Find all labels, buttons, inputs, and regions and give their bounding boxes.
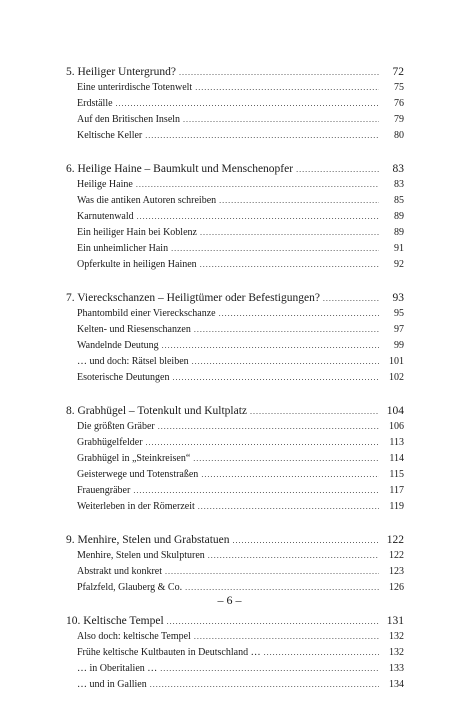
dot-leader <box>183 112 379 128</box>
toc-chapter-heading <box>66 64 404 80</box>
toc-chapter-heading <box>66 403 404 419</box>
dot-leader <box>201 467 379 483</box>
toc-entry-page: 99 <box>394 340 404 351</box>
dot-leader <box>158 419 379 435</box>
toc-entry-title: Abstrakt und konkret <box>77 566 162 577</box>
dot-leader <box>200 257 379 273</box>
dot-leader <box>160 661 379 677</box>
toc-entry <box>66 645 404 661</box>
toc-chapter-heading-title: 7. Viereckschanzen – Heiligtümer oder Befestigungen? <box>66 292 320 304</box>
toc-entry-page: 83 <box>394 179 404 190</box>
toc-entry <box>66 629 404 645</box>
toc-entry-title: Frühe keltische Kultbauten in Deutschland … <box>77 647 261 658</box>
toc-entry-page: 80 <box>394 130 404 141</box>
toc-entry-page: 132 <box>389 647 404 658</box>
dot-leader <box>136 177 379 193</box>
dot-leader <box>233 533 379 549</box>
toc-entry <box>66 322 404 338</box>
toc-entry-page: 117 <box>389 485 404 496</box>
toc-chapter-heading-page: 72 <box>392 66 404 78</box>
dot-leader <box>296 162 379 178</box>
dot-leader <box>172 370 379 386</box>
toc-entry-page: 114 <box>389 453 404 464</box>
toc-entry-page: 123 <box>389 566 404 577</box>
toc-chapter-heading <box>66 613 404 629</box>
toc-entry-title: Ein heiliger Hain bei Koblenz <box>77 227 197 238</box>
dot-leader <box>195 80 379 96</box>
dot-leader <box>171 241 379 257</box>
toc-entry-page: 133 <box>389 663 404 674</box>
toc-entry-title: Also doch: keltische Tempel <box>77 631 191 642</box>
toc-entry <box>66 128 404 144</box>
toc-entry-title: … in Oberitalien … <box>77 663 158 674</box>
toc-entry <box>66 548 404 564</box>
toc-chapter <box>66 532 404 596</box>
toc-entry-page: 106 <box>389 421 404 432</box>
toc-entry-title: Die größten Gräber <box>77 421 155 432</box>
dot-leader <box>250 404 379 420</box>
toc-chapter-heading-page: 93 <box>392 292 404 304</box>
toc-entry <box>66 677 404 693</box>
toc-entry-page: 76 <box>394 98 404 109</box>
toc-entry-page: 85 <box>394 195 404 206</box>
toc-entry <box>66 80 404 96</box>
toc-entry <box>66 661 404 677</box>
dot-leader <box>162 338 379 354</box>
toc-entry-title: Ein unheimlicher Hain <box>77 243 169 254</box>
toc-chapter-heading-page: 131 <box>386 615 404 627</box>
toc-entry-page: 115 <box>389 469 404 480</box>
toc-entry-page: 91 <box>394 243 404 254</box>
toc-chapter-heading-page: 122 <box>386 534 404 546</box>
toc-entry-page: 113 <box>389 437 404 448</box>
dot-leader <box>194 322 379 338</box>
toc-entry <box>66 193 404 209</box>
toc-entry <box>66 225 404 241</box>
toc-chapter <box>66 613 404 693</box>
table-of-contents <box>66 64 404 710</box>
toc-chapter-heading-title: 9. Menhire, Stelen und Grabstatuen <box>66 534 230 546</box>
dot-leader <box>219 306 379 322</box>
toc-entry-title: Grabhügel in „Steinkreisen“ <box>77 453 191 464</box>
toc-chapter-heading <box>66 532 404 548</box>
toc-chapter <box>66 290 404 386</box>
toc-entry <box>66 354 404 370</box>
dot-leader <box>116 96 379 112</box>
dot-leader <box>145 128 379 144</box>
toc-chapter-heading-title: 10. Keltische Tempel <box>66 615 164 627</box>
toc-entry-title: Auf den Britischen Inseln <box>77 114 181 125</box>
toc-entry-title: Weiterleben in der Römerzeit <box>77 501 195 512</box>
dot-leader <box>264 645 379 661</box>
dot-leader <box>198 499 379 515</box>
toc-entry-title: Erdställe <box>77 98 113 109</box>
toc-entry-page: 134 <box>389 679 404 690</box>
toc-entry-title: Esoterische Deutungen <box>77 372 170 383</box>
toc-chapter-heading-title: 8. Grabhügel – Totenkult und Kultplatz <box>66 405 248 417</box>
dot-leader <box>194 629 379 645</box>
toc-chapter-heading-title: 6. Heilige Haine – Baumkult und Menschenopfer <box>66 163 294 175</box>
toc-entry <box>66 96 404 112</box>
toc-entry-page: 79 <box>394 114 404 125</box>
toc-entry-title: Frauengräber <box>77 485 131 496</box>
toc-entry <box>66 177 404 193</box>
toc-entry-title: … und in Gallien <box>77 679 147 690</box>
toc-entry <box>66 241 404 257</box>
toc-entry <box>66 499 404 515</box>
toc-entry <box>66 209 404 225</box>
dot-leader <box>150 677 379 693</box>
toc-entry <box>66 483 404 499</box>
toc-entry <box>66 257 404 273</box>
toc-entry-page: 132 <box>389 631 404 642</box>
dot-leader <box>167 614 379 630</box>
dot-leader <box>179 65 379 81</box>
toc-chapter-heading-title: 5. Heiliger Untergrund? <box>66 66 176 78</box>
toc-entry-title: Phantombild einer Viereckschanze <box>77 308 216 319</box>
toc-chapter-heading <box>66 161 404 177</box>
toc-entry <box>66 467 404 483</box>
toc-chapter <box>66 64 404 144</box>
dot-leader <box>165 564 379 580</box>
toc-entry-title: Karnutenwald <box>77 211 134 222</box>
toc-entry-page: 126 <box>389 582 404 593</box>
toc-entry-title: Keltische Keller <box>77 130 143 141</box>
dot-leader <box>200 225 379 241</box>
toc-entry <box>66 306 404 322</box>
toc-entry-page: 89 <box>394 211 404 222</box>
toc-entry-title: Kelten- und Riesenschanzen <box>77 324 191 335</box>
toc-chapter-heading-page: 104 <box>386 405 404 417</box>
toc-entry-title: Menhire, Stelen und Skulpturen <box>77 550 205 561</box>
toc-entry-title: Heilige Haine <box>77 179 133 190</box>
toc-entry <box>66 564 404 580</box>
toc-chapter-heading-page: 83 <box>392 163 404 175</box>
dot-leader <box>208 548 379 564</box>
dot-leader <box>193 451 379 467</box>
toc-entry-title: Was die antiken Autoren schreiben <box>77 195 217 206</box>
toc-entry <box>66 338 404 354</box>
toc-chapter-heading <box>66 290 404 306</box>
dot-leader <box>146 435 379 451</box>
toc-entry-page: 89 <box>394 227 404 238</box>
toc-entry-title: … und doch: Rätsel bleiben <box>77 356 189 367</box>
page-number: – 6 – <box>217 593 242 607</box>
toc-entry-page: 102 <box>389 372 404 383</box>
toc-entry-page: 97 <box>394 324 404 335</box>
dot-leader <box>192 354 379 370</box>
toc-entry-page: 92 <box>394 259 404 270</box>
dot-leader <box>133 483 379 499</box>
toc-entry-title: Wandelnde Deutung <box>77 340 159 351</box>
toc-entry <box>66 419 404 435</box>
toc-entry-title: Eine unterirdische Totenwelt <box>77 82 193 93</box>
dot-leader <box>323 291 379 307</box>
toc-entry-page: 101 <box>389 356 404 367</box>
dot-leader <box>219 193 379 209</box>
toc-entry-page: 119 <box>389 501 404 512</box>
toc-entry-title: Pfalzfeld, Glauberg & Co. <box>77 582 183 593</box>
toc-entry-page: 75 <box>394 82 404 93</box>
toc-entry <box>66 435 404 451</box>
dot-leader <box>137 209 379 225</box>
toc-entry <box>66 370 404 386</box>
toc-entry-title: Opferkulte in heiligen Hainen <box>77 259 197 270</box>
toc-chapter <box>66 161 404 273</box>
toc-chapter <box>66 403 404 515</box>
toc-entry <box>66 112 404 128</box>
toc-entry-title: Grabhügelfelder <box>77 437 143 448</box>
toc-entry-title: Geisterwege und Totenstraßen <box>77 469 199 480</box>
toc-entry <box>66 451 404 467</box>
toc-entry-page: 95 <box>394 308 404 319</box>
toc-entry-page: 122 <box>389 550 404 561</box>
